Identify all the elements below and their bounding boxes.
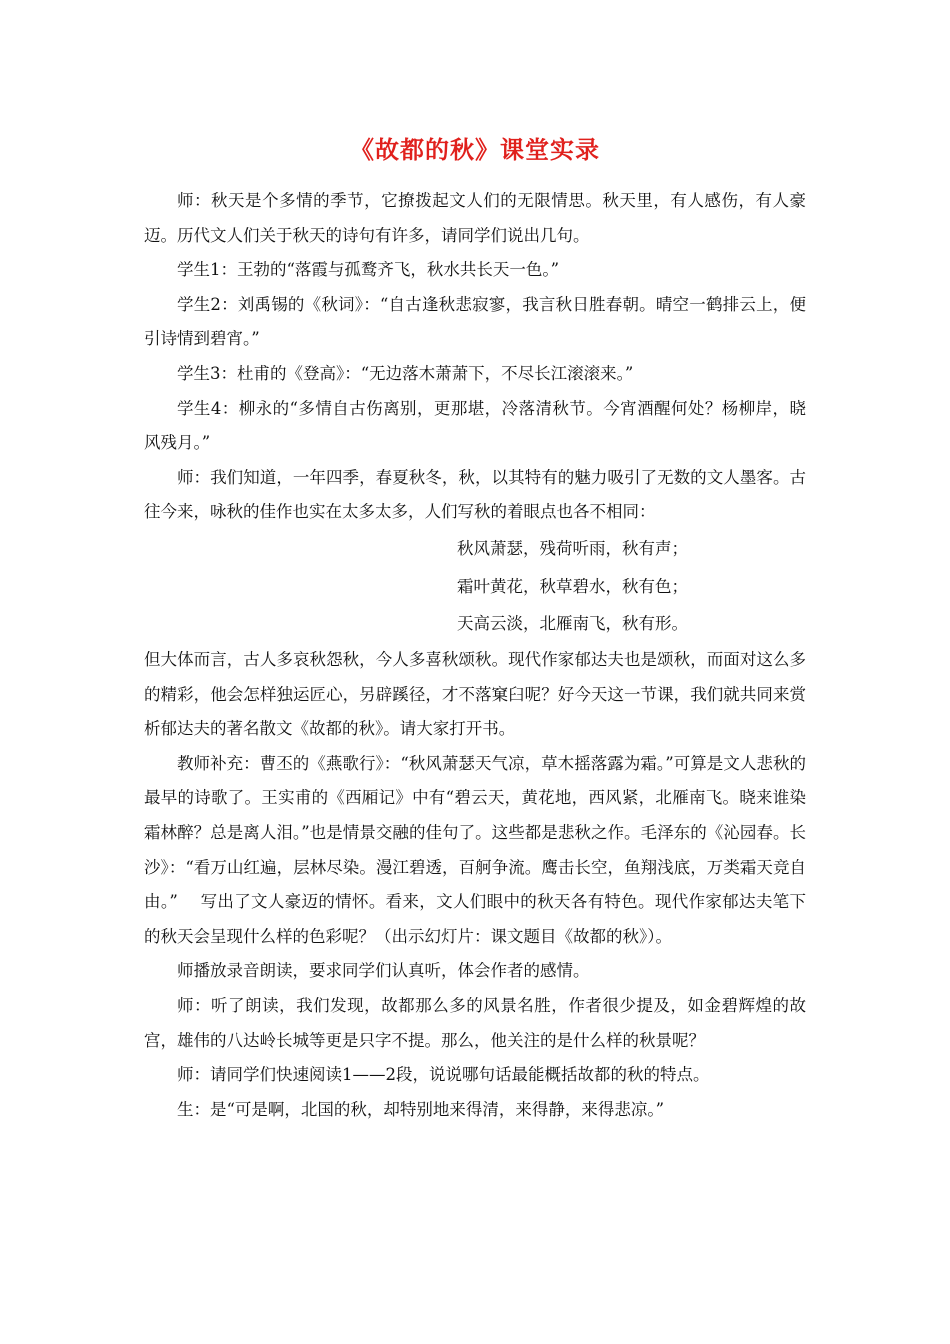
paragraph: 但大体而言，古人多哀秋怨秋，今人多喜秋颂秋。现代作家郁达夫也是颂秋，而面对这么多的精彩，他会怎样独运匠心，另辟蹊径，才不落窠臼呢？好今天这一节课，我们就共同来赏析郁达夫的著名散文《故都的秋》。请大家打开书。 [144,650,806,739]
paragraph: 师：请同学们快速阅读1——2段，说说哪句话最能概括故都的秋的特点。 [177,1065,710,1085]
paragraph: 学生2：刘禹锡的《秋词》：“自古逢秋悲寂寥，我言秋日胜春朝。晴空一鹤排云上，便引诗情到碧宵。” [144,294,806,349]
paragraph: 学生1：王勃的“落霞与孤鹜齐飞，秋水共长天一色。” [177,260,560,280]
poem-line: 天高云淡，北雁南飞，秋有形。 [457,614,688,634]
poem-line: 秋风萧瑟，残荷听雨，秋有声； [457,538,688,558]
paragraph: 师播放录音朗读，要求同学们认真听，体会作者的感情。 [177,961,590,981]
paragraph: 学生4：柳永的“多情自古伤离别，更那堪，冷落清秋节。今宵酒醒何处？杨柳岸，晓风残月。” [144,398,806,453]
paragraph: 师：秋天是个多情的季节，它撩拨起文人们的无限情思。秋天里，有人感伤，有人豪迈。历代文人们关于秋天的诗句有许多，请同学们说出几句。 [144,191,806,245]
paragraph: 师：我们知道，一年四季，春夏秋冬，秋，以其特有的魅力吸引了无数的文人墨客。古往今来，咏秋的佳作也实在太多太多，人们写秋的着眼点也各不相同： [144,467,806,522]
document-title: 《故都的秋》课堂实录 [350,136,600,164]
document-body [144,184,806,1127]
poem-block [144,530,806,643]
paragraph: 生：是“可是啊，北国的秋，却特别地来得清，来得静，来得悲凉。” [177,1099,665,1119]
paragraph: 教师补充：曹丕的《燕歌行》：“秋风萧瑟天气凉，草木摇落露为霜。”可算是文人悲秋的最早的诗歌了。王实甫的《西厢记》中有“碧云天，黄花地，西风紧，北雁南飞。晓来谁染霜林醉？总是离人泪。”也是情景交融的佳句了。这些都是悲秋之作。毛泽东的《沁园春。长沙》：“看万山红遍，层林尽染。漫江碧透，百舸争流。鹰击长空，鱼翔浅底，万类霜天竞自由。” 写出了文人豪迈的情怀。看来，文人们眼中的秋天各有特色。现代作家郁达夫笔下的秋天会呈现什么样的色彩呢？（出示幻灯片：课文题目《故都的秋》）。 [144,753,806,946]
paragraph: 学生3：杜甫的《登高》：“无边落木萧萧下，不尽长江滚滚来。” [177,363,634,383]
poem-line: 霜叶黄花，秋草碧水，秋有色； [457,576,688,596]
paragraph: 师：听了朗读，我们发现，故都那么多的风景名胜，作者很少提及，如金碧辉煌的故宫，雄伟的八达岭长城等更是只字不提。那么，他关注的是什么样的秋景呢？ [144,995,806,1050]
